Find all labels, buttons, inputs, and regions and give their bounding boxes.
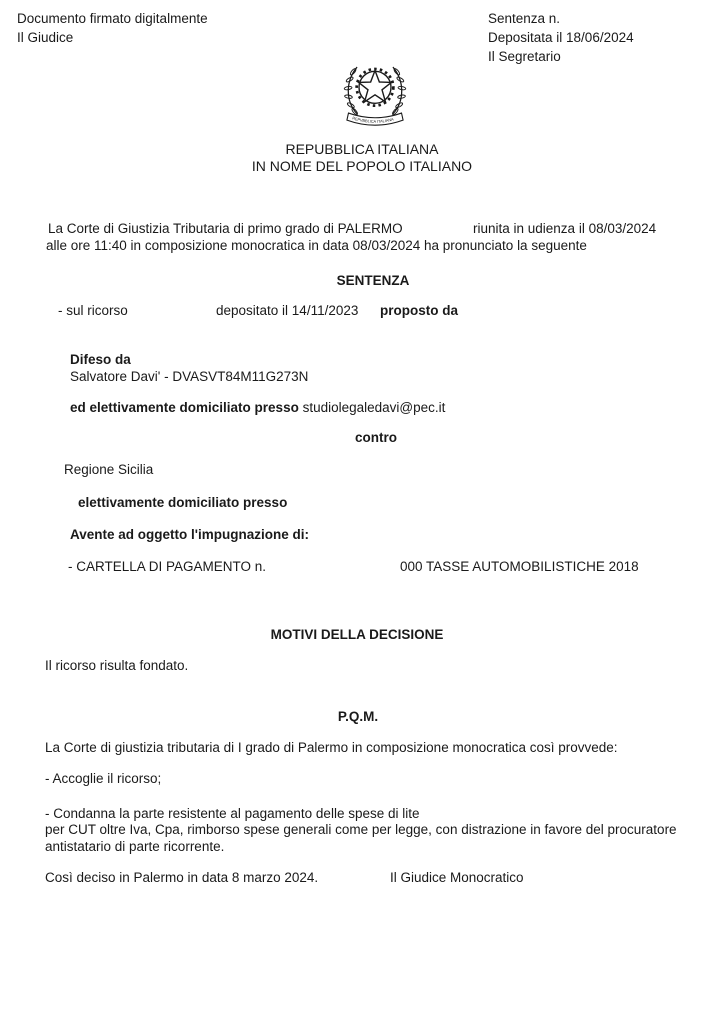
ricorso-label: - sul ricorso bbox=[58, 303, 128, 318]
motivi-heading: MOTIVI DELLA DECISIONE bbox=[270, 627, 444, 642]
pec-address: studiolegaledavi@pec.it bbox=[302, 400, 446, 415]
title-line-2: IN NOME DEL POPOLO ITALIANO bbox=[251, 157, 473, 174]
domicilio-label: ed elettivamente domiciliato presso bbox=[70, 400, 299, 415]
court-name: La Corte di Giustizia Tributaria di primo grado di PALERMO bbox=[48, 221, 403, 236]
lawyer-name: Salvatore Davi' - DVASVT84M11G273N bbox=[70, 368, 309, 384]
difesa-block bbox=[70, 352, 308, 385]
pqm-heading: P.Q.M. bbox=[337, 709, 379, 724]
pqm-line-3: - Condanna la parte resistente al pagamento delle spese di lite bbox=[45, 806, 420, 821]
ricorso-deposit-date: depositato il 14/11/2023 bbox=[216, 303, 359, 318]
emblem-ribbon-text: REPVBBLICA ITALIANA bbox=[351, 115, 395, 124]
contro-heading: contro bbox=[355, 430, 397, 445]
sentenza-heading: SENTENZA bbox=[336, 273, 410, 288]
judge-signature-label: Il Giudice Monocratico bbox=[390, 870, 524, 885]
pqm-line-1: La Corte di giustizia tributaria di I grado di Palermo in composizione monocratica così provvede: bbox=[45, 740, 618, 755]
pqm-line-4: per CUT oltre Iva, Cpa, rimborso spese generali come per legge, con distrazione in favore del procuratore antistatario di parte ricorrente. bbox=[45, 822, 677, 854]
proposto-da-label: proposto da bbox=[380, 303, 458, 318]
cartella-label: - CARTELLA DI PAGAMENTO n. bbox=[68, 559, 267, 574]
title-line-1: REPUBBLICA ITALIANA bbox=[285, 141, 439, 157]
intro-line-2: alle ore 11:40 in composizione monocratica in data 08/03/2024 ha pronunciato la seguente bbox=[46, 237, 587, 253]
decision-place-date: Così deciso in Palermo in data 8 marzo 2024. bbox=[45, 870, 319, 885]
difeso-da-label: Difeso da bbox=[70, 352, 131, 367]
header-left bbox=[17, 10, 208, 48]
intro-paragraph bbox=[48, 221, 678, 254]
header-right bbox=[488, 10, 634, 66]
pqm-condanna-block bbox=[45, 806, 697, 855]
motivi-body: Il ricorso risulta fondato. bbox=[45, 658, 189, 673]
sentenza-number-label: Sentenza n. bbox=[488, 11, 561, 26]
oggetto-label: Avente ad oggetto l'impugnazione di: bbox=[70, 527, 309, 542]
respondent-name: Regione Sicilia bbox=[64, 462, 154, 477]
signature-note: Documento firmato digitalmente bbox=[17, 11, 208, 26]
cartella-detail: 000 TASSE AUTOMOBILISTICHE 2018 bbox=[400, 559, 639, 574]
document-title bbox=[0, 141, 724, 174]
respondent-domicilio-label: elettivamente domiciliato presso bbox=[78, 495, 288, 510]
italian-republic-emblem-icon bbox=[336, 56, 414, 128]
deposit-date: Depositata il 18/06/2024 bbox=[488, 29, 634, 45]
judge-label: Il Giudice bbox=[17, 29, 74, 45]
secretary-label: Il Segretario bbox=[488, 48, 561, 64]
pqm-line-2: - Accoglie il ricorso; bbox=[45, 771, 162, 786]
domicilio-line bbox=[70, 400, 445, 417]
hearing-date: riunita in udienza il 08/03/2024 bbox=[473, 221, 657, 236]
